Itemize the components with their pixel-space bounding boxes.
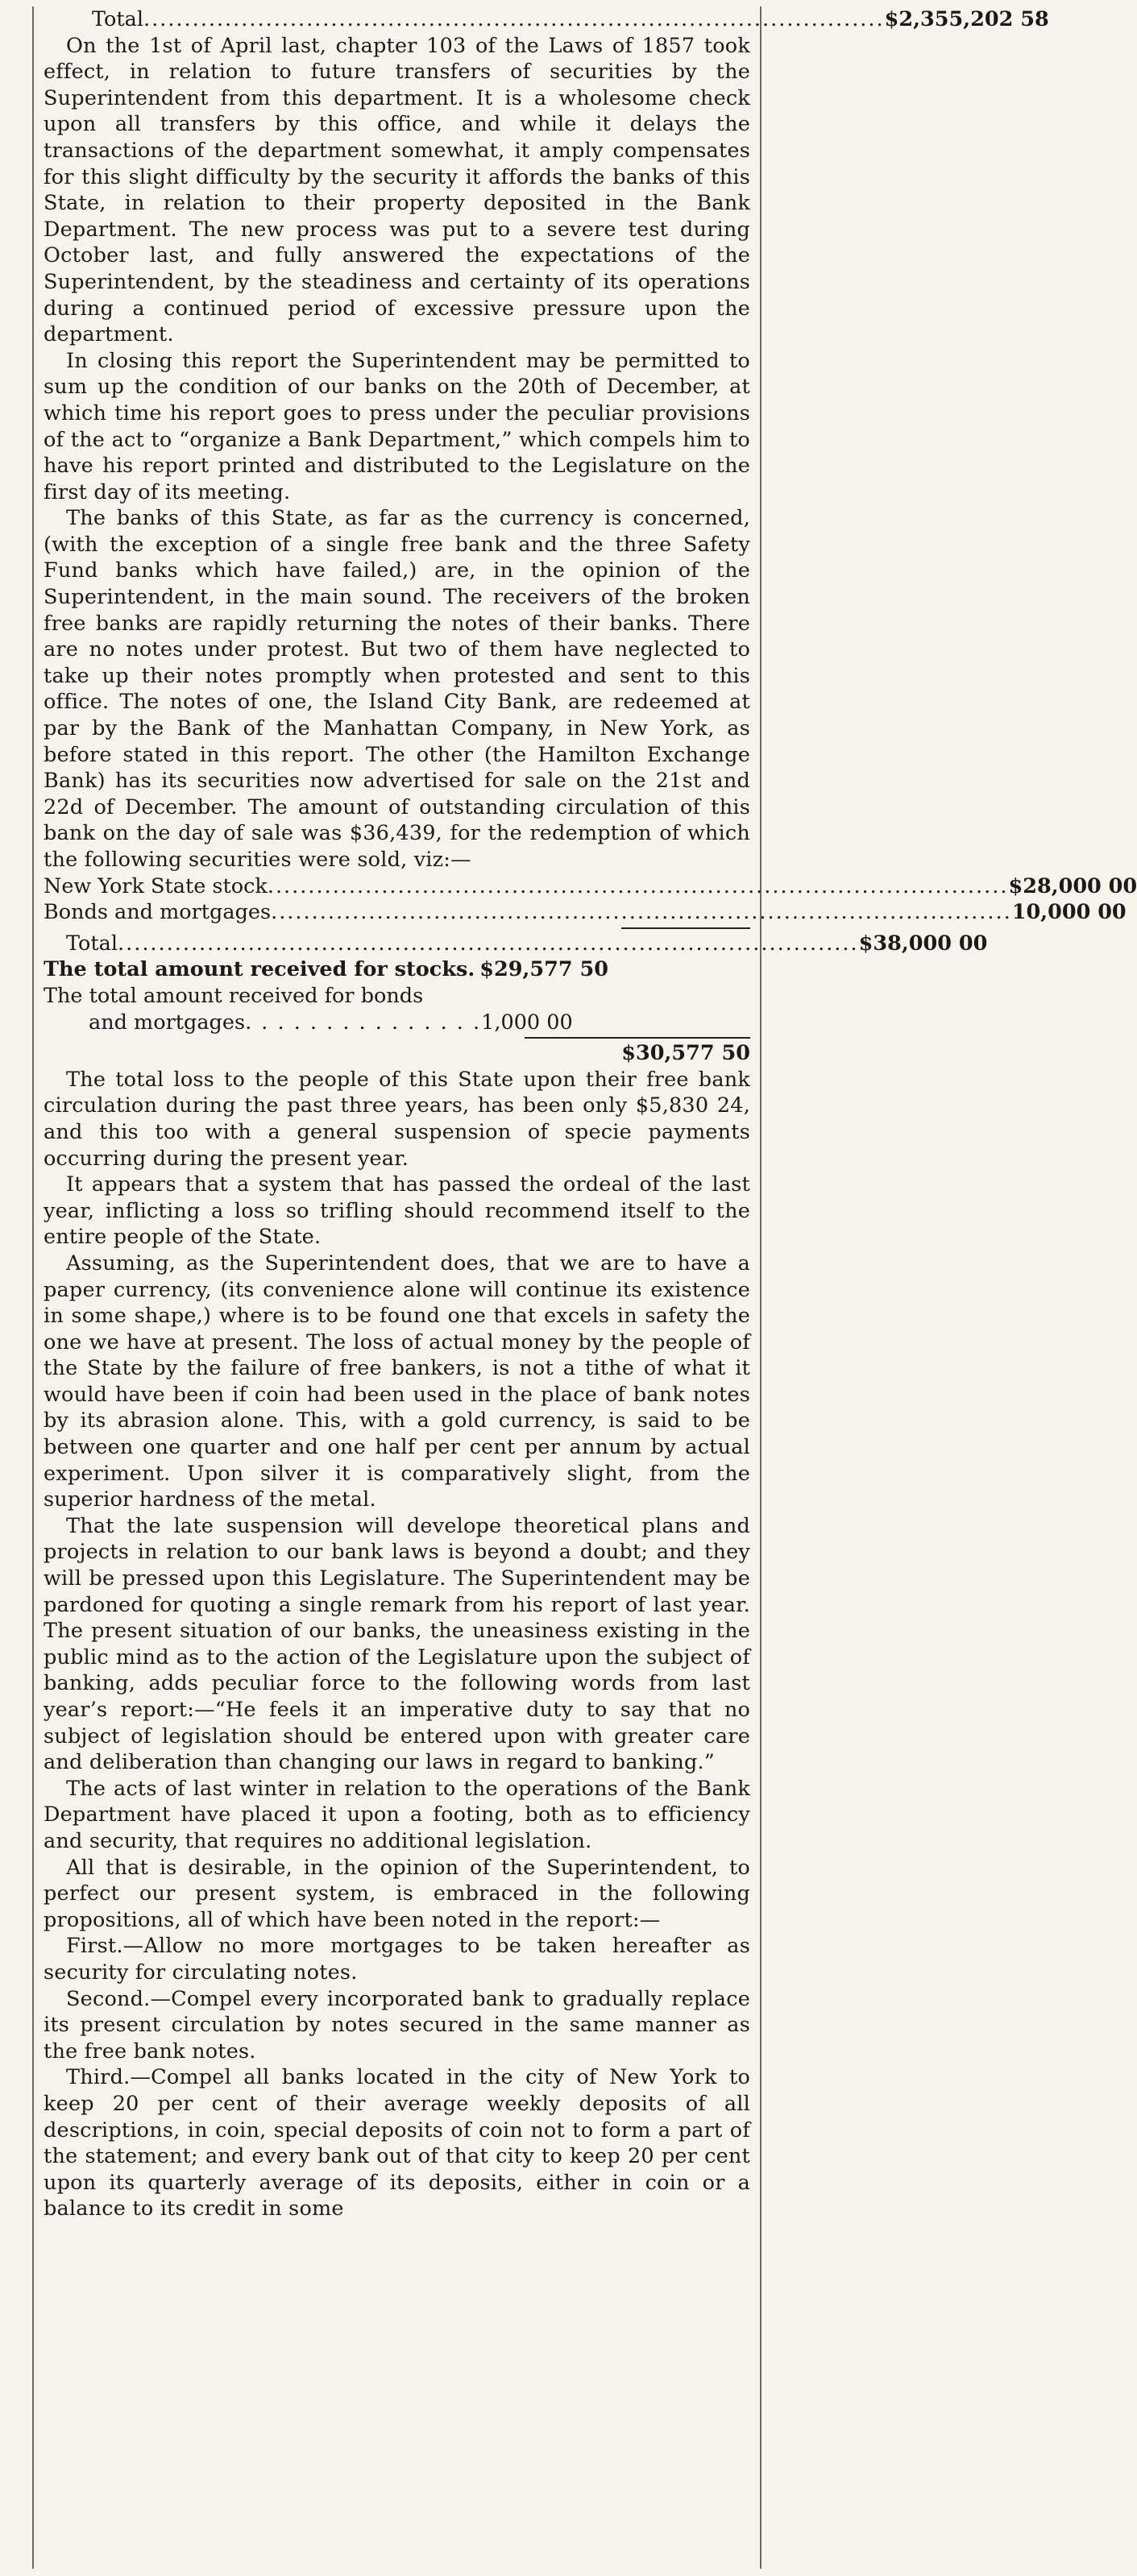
body-text-b bbox=[44, 1067, 750, 2222]
leader-dots: ........................................................................................... bbox=[143, 7, 885, 31]
paragraph: On the 1st of April last, chapter 103 of the Laws of 1857 took effect, in relation to future transfers of securities by the Superintendent from this department. It is a wholesome check upon all transfers by this office, and while it delays the transactions of the department somewhat, it amply compensates for this slight difficulty by the security it affords the banks of this State, in relation to their property deposited in the Bank Department. The new process was put to a severe test during October last, and fully answered the expectations of the Superintendent, by the steadiness and certainty of its operations during a continued period of excessive pressure upon the department. bbox=[44, 33, 750, 347]
securities-label: New York State stock bbox=[44, 873, 268, 898]
newspaper-column bbox=[32, 6, 1137, 2569]
paragraph: All that is desirable, in the opinion of the Superintendent, to perfect our present system, is embraced in the following propositions, all of which have been noted in the report:— bbox=[44, 1855, 750, 1932]
paragraph: In closing this report the Superintendent may be permitted to sum up the condition of our banks on the 20th of December, at which time his report goes to press under the peculiar provisions of the act to “organize a Bank Department,” which compels him to have his report printed and distributed to the Legislature on the first day of its meeting. bbox=[44, 348, 750, 504]
received-stocks-line bbox=[44, 956, 750, 983]
received-sum-amount: $30,577 50 bbox=[621, 1041, 750, 1066]
leader-dots: . . . . . . . . . . . . . . . bbox=[245, 1010, 482, 1035]
top-total-line bbox=[44, 6, 1049, 33]
paragraph: It appears that a system that has passed the ordeal of the last year, inflicting a loss so trifling should recommend itself to the entire people of the State. bbox=[44, 1172, 750, 1250]
received-bonds-label: The total amount received for bonds bbox=[44, 983, 424, 1008]
securities-total-line bbox=[44, 931, 988, 957]
sum-rule bbox=[525, 1037, 750, 1039]
received-bonds-amount: 1,000 00 bbox=[481, 1010, 573, 1035]
body-text-a bbox=[44, 33, 750, 873]
leader-dots: ........................................................................................... bbox=[267, 873, 1009, 898]
securities-amount: 10,000 00 bbox=[1011, 900, 1127, 925]
paragraph: The total loss to the people of this State upon their free bank circulation during the past three years, has been only $5,830 24, and this too with a general suspension of specie payments occurring during the present year. bbox=[44, 1067, 750, 1171]
paragraph: The acts of last winter in relation to the operations of the Bank Department have placed it upon a footing, both as to efficiency and security, that requires no additional legislation. bbox=[44, 1776, 750, 1853]
securities-amount: $28,000 00 bbox=[1008, 873, 1137, 898]
leader-dots: ........................................................................................... bbox=[271, 900, 1012, 925]
sum-rule bbox=[621, 927, 750, 929]
received-stocks-label: The total amount received for stocks. bbox=[44, 957, 475, 982]
received-stocks-amount: $29,577 50 bbox=[479, 957, 608, 982]
top-total-amount: $2,355,202 58 bbox=[884, 7, 1049, 31]
received-bonds-label: and mortgages bbox=[89, 1010, 246, 1035]
securities-total-amount: $38,000 00 bbox=[858, 931, 988, 956]
securities-total-label: Total bbox=[66, 931, 118, 956]
paragraph: That the late suspension will develope theoretical plans and projects in relation to our bank laws is beyond a doubt; and they will be pressed upon this Legislature. The Superintendent may be pardoned for quoting a single remark from his report of last year. The present situation of our banks, the uneasiness existing in the public mind as to the action of the Legislature upon the subject of banking, adds peculiar force to the following words from last year’s report:—“He feels it an imperative duty to say that no subject of legislation should be entered upon with greater care and deliberation than changing our laws in regard to banking.” bbox=[44, 1513, 750, 1775]
received-bonds-line-2 bbox=[44, 1010, 750, 1036]
top-total-label: Total bbox=[92, 7, 143, 31]
received-sum-line bbox=[44, 1040, 750, 1067]
securities-row-bonds bbox=[44, 899, 1127, 926]
paragraph: Second.—Compel every incorporated bank to gradually replace its present circulation by notes secured in the same manner as the free bank notes. bbox=[44, 1986, 750, 2064]
paragraph: Third.—Compel all banks located in the city of New York to keep 20 per cent of their average weekly deposits of all descriptions, in coin, special deposits of coin not to form a part of the statement; and every bank out of that city to keep 20 per cent upon its quarterly average of its deposits, either in coin or a balance to its credit in some bbox=[44, 2065, 750, 2221]
received-bonds-line-1 bbox=[44, 983, 750, 1010]
paragraph: First.—Allow no more mortgages to be taken hereafter as security for circulating notes. bbox=[44, 1934, 750, 1985]
leader-dots: ........................................................................................... bbox=[118, 931, 859, 956]
paragraph: Assuming, as the Superintendent does, that we are to have a paper currency, (its convenience alone will continue its existence in some shape,) where is to be found one that excels in safety the one we have at present. The loss of actual money by the people of the State by the failure of free bankers, is not a tithe of what it would have been if coin had been used in the place of bank notes by its abrasion alone. This, with a gold currency, is said to be between one quarter and one half per cent per annum by actual experiment. Upon silver it is comparatively slight, from the superior hardness of the metal. bbox=[44, 1251, 750, 1512]
securities-row-stock bbox=[44, 873, 1137, 900]
paragraph: The banks of this State, as far as the currency is concerned, (with the exception of a single free bank and the three Safety Fund banks which have failed,) are, in the opinion of the Superintendent, in the main sound. The receivers of the broken free banks are rapidly returning the notes of their banks. There are no notes under protest. But two of them have neglected to take up their notes promptly when protested and sent to this office. The notes of one, the Island City Bank, are redeemed at par by the Bank of the Manhattan Company, in New York, as before stated in this report. The other (the Hamilton Exchange Bank) has its securities now advertised for sale on the 21st and 22d of December. The amount of outstanding circulation of this bank on the day of sale was $36,439, for the redemption of which the following securities were sold, viz:— bbox=[44, 506, 750, 872]
securities-label: Bonds and mortgages bbox=[44, 900, 272, 925]
